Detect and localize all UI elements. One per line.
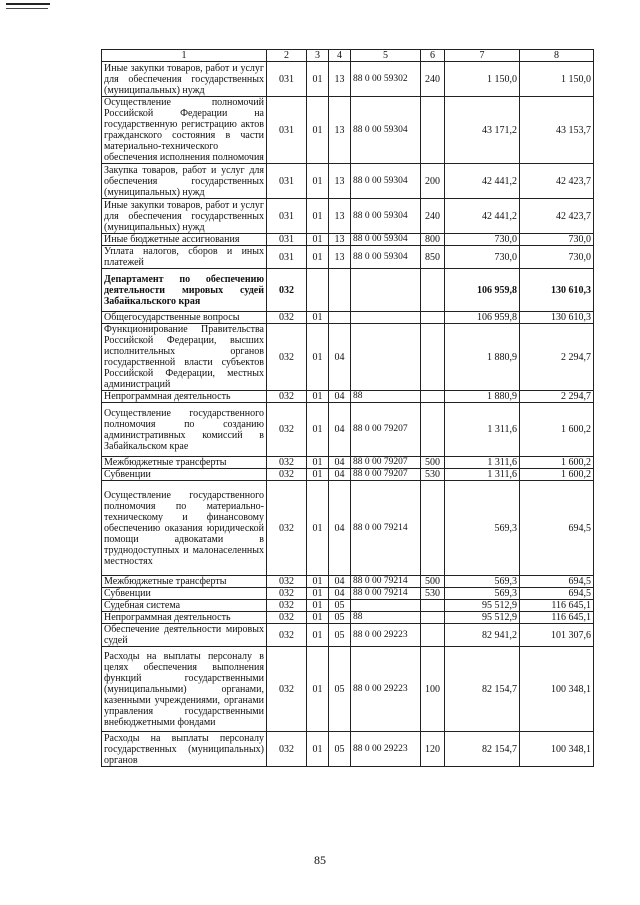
row-value-cell bbox=[421, 403, 445, 457]
row-value-cell bbox=[329, 269, 351, 312]
header-cell: 2 bbox=[267, 50, 307, 62]
table-row bbox=[102, 600, 594, 612]
row-value-cell: 130 610,3 bbox=[520, 269, 594, 312]
row-name-cell: Расходы на выплаты персоналу в целях обеспечения выполнения функций государственными (муниципальными) органами, казенными учреждениями, органами управления государственными внебюджетными фондами bbox=[102, 647, 267, 732]
row-value-cell: 530 bbox=[421, 469, 445, 481]
row-value-cell: 88 0 00 59304 bbox=[351, 246, 421, 269]
row-value-cell: 01 bbox=[307, 612, 329, 624]
row-value-cell: 500 bbox=[421, 576, 445, 588]
row-value-cell bbox=[329, 312, 351, 324]
row-value-cell: 031 bbox=[267, 246, 307, 269]
row-value-cell: 05 bbox=[329, 600, 351, 612]
table-header-row bbox=[102, 50, 594, 62]
table-row bbox=[102, 612, 594, 624]
row-value-cell: 95 512,9 bbox=[445, 612, 520, 624]
row-value-cell: 88 0 00 59304 bbox=[351, 234, 421, 246]
row-value-cell: 04 bbox=[329, 324, 351, 391]
row-name-cell: Межбюджетные трансферты bbox=[102, 576, 267, 588]
row-value-cell: 694,5 bbox=[520, 588, 594, 600]
row-value-cell: 106 959,8 bbox=[445, 269, 520, 312]
table-row bbox=[102, 403, 594, 457]
row-value-cell: 88 0 00 59304 bbox=[351, 164, 421, 199]
row-value-cell bbox=[421, 481, 445, 576]
row-value-cell bbox=[421, 324, 445, 391]
row-value-cell: 032 bbox=[267, 312, 307, 324]
row-value-cell: 04 bbox=[329, 576, 351, 588]
row-value-cell: 88 0 00 79207 bbox=[351, 457, 421, 469]
row-name-cell: Субвенции bbox=[102, 469, 267, 481]
row-value-cell: 569,3 bbox=[445, 481, 520, 576]
row-value-cell: 530 bbox=[421, 588, 445, 600]
table-row bbox=[102, 576, 594, 588]
row-value-cell: 13 bbox=[329, 234, 351, 246]
row-value-cell: 01 bbox=[307, 624, 329, 647]
row-value-cell: 13 bbox=[329, 62, 351, 97]
table-row bbox=[102, 199, 594, 234]
row-value-cell: 1 150,0 bbox=[520, 62, 594, 97]
row-value-cell: 100 348,1 bbox=[520, 732, 594, 767]
header-cell: 3 bbox=[307, 50, 329, 62]
row-value-cell: 88 0 00 59302 bbox=[351, 62, 421, 97]
row-value-cell: 031 bbox=[267, 97, 307, 164]
row-value-cell: 04 bbox=[329, 481, 351, 576]
row-value-cell: 43 171,2 bbox=[445, 97, 520, 164]
row-value-cell: 730,0 bbox=[520, 234, 594, 246]
row-value-cell: 04 bbox=[329, 457, 351, 469]
row-value-cell: 569,3 bbox=[445, 588, 520, 600]
row-value-cell: 01 bbox=[307, 481, 329, 576]
row-value-cell: 100 bbox=[421, 647, 445, 732]
row-value-cell: 032 bbox=[267, 457, 307, 469]
row-value-cell: 101 307,6 bbox=[520, 624, 594, 647]
table-row bbox=[102, 457, 594, 469]
row-value-cell: 032 bbox=[267, 481, 307, 576]
row-value-cell: 13 bbox=[329, 199, 351, 234]
table-body bbox=[102, 62, 594, 767]
row-value-cell: 01 bbox=[307, 403, 329, 457]
row-value-cell bbox=[351, 324, 421, 391]
row-value-cell: 13 bbox=[329, 164, 351, 199]
row-value-cell: 2 294,7 bbox=[520, 391, 594, 403]
row-value-cell: 01 bbox=[307, 391, 329, 403]
row-value-cell bbox=[421, 624, 445, 647]
row-value-cell: 42 441,2 bbox=[445, 164, 520, 199]
header-cell: 7 bbox=[445, 50, 520, 62]
row-name-cell: Субвенции bbox=[102, 588, 267, 600]
row-value-cell: 032 bbox=[267, 647, 307, 732]
row-name-cell: Осуществление государственного полномочия по созданию административных комиссий в Забайкальском крае bbox=[102, 403, 267, 457]
row-value-cell: 04 bbox=[329, 469, 351, 481]
row-name-cell: Осуществление государственного полномочия по материально-техническому и финансовому обеспечению оказания юридической помощи адвокатами в труднодоступных и малонаселенных местностях bbox=[102, 481, 267, 576]
row-value-cell: 032 bbox=[267, 612, 307, 624]
row-value-cell bbox=[421, 312, 445, 324]
row-value-cell: 42 441,2 bbox=[445, 199, 520, 234]
row-name-cell: Иные закупки товаров, работ и услуг для обеспечения государственных (муниципальных) нужд bbox=[102, 62, 267, 97]
row-value-cell: 01 bbox=[307, 199, 329, 234]
row-value-cell: 04 bbox=[329, 391, 351, 403]
row-value-cell: 1 600,2 bbox=[520, 403, 594, 457]
row-value-cell: 01 bbox=[307, 647, 329, 732]
page-number: 85 bbox=[314, 853, 326, 867]
row-value-cell: 1 880,9 bbox=[445, 391, 520, 403]
row-value-cell: 82 154,7 bbox=[445, 732, 520, 767]
row-value-cell: 1 600,2 bbox=[520, 457, 594, 469]
row-name-cell: Общегосударственные вопросы bbox=[102, 312, 267, 324]
row-value-cell: 032 bbox=[267, 588, 307, 600]
row-name-cell: Иные закупки товаров, работ и услуг для обеспечения государственных (муниципальных) нужд bbox=[102, 199, 267, 234]
row-value-cell: 01 bbox=[307, 234, 329, 246]
row-name-cell: Уплата налогов, сборов и иных платежей bbox=[102, 246, 267, 269]
row-value-cell: 694,5 bbox=[520, 481, 594, 576]
row-value-cell: 730,0 bbox=[445, 246, 520, 269]
row-value-cell bbox=[421, 391, 445, 403]
row-value-cell: 88 0 00 59304 bbox=[351, 199, 421, 234]
row-value-cell: 116 645,1 bbox=[520, 612, 594, 624]
row-value-cell bbox=[351, 600, 421, 612]
row-value-cell: 01 bbox=[307, 469, 329, 481]
row-value-cell: 01 bbox=[307, 62, 329, 97]
row-value-cell: 01 bbox=[307, 588, 329, 600]
row-value-cell: 01 bbox=[307, 576, 329, 588]
row-name-cell: Функционирование Правительства Российской Федерации, высших исполнительных органов государственной власти субъектов Российской Федерации, местных администраций bbox=[102, 324, 267, 391]
row-value-cell: 106 959,8 bbox=[445, 312, 520, 324]
row-value-cell: 031 bbox=[267, 62, 307, 97]
row-value-cell: 240 bbox=[421, 199, 445, 234]
row-value-cell: 82 941,2 bbox=[445, 624, 520, 647]
row-value-cell: 42 423,7 bbox=[520, 199, 594, 234]
row-value-cell: 01 bbox=[307, 600, 329, 612]
row-value-cell: 130 610,3 bbox=[520, 312, 594, 324]
table-row bbox=[102, 732, 594, 767]
row-value-cell: 730,0 bbox=[445, 234, 520, 246]
row-value-cell: 730,0 bbox=[520, 246, 594, 269]
budget-table bbox=[101, 49, 594, 767]
row-value-cell: 850 bbox=[421, 246, 445, 269]
table-row bbox=[102, 481, 594, 576]
row-value-cell: 01 bbox=[307, 97, 329, 164]
row-value-cell: 05 bbox=[329, 624, 351, 647]
row-name-cell: Осуществление полномочий Российской Федерации на государственную регистрацию актов гражданского состояния в части материально-технического обеспечения исполнения полномочия bbox=[102, 97, 267, 164]
row-value-cell bbox=[351, 312, 421, 324]
row-value-cell: 88 0 00 79214 bbox=[351, 481, 421, 576]
row-value-cell: 88 0 00 29223 bbox=[351, 624, 421, 647]
table-row bbox=[102, 62, 594, 97]
row-value-cell: 1 311,6 bbox=[445, 457, 520, 469]
row-value-cell: 88 0 00 79214 bbox=[351, 576, 421, 588]
row-value-cell bbox=[421, 612, 445, 624]
row-value-cell: 88 0 00 79207 bbox=[351, 469, 421, 481]
row-value-cell: 88 0 00 79214 bbox=[351, 588, 421, 600]
row-name-cell: Иные бюджетные ассигнования bbox=[102, 234, 267, 246]
row-value-cell: 032 bbox=[267, 324, 307, 391]
row-value-cell: 800 bbox=[421, 234, 445, 246]
row-value-cell bbox=[421, 600, 445, 612]
row-value-cell: 032 bbox=[267, 600, 307, 612]
row-value-cell: 1 311,6 bbox=[445, 469, 520, 481]
row-value-cell: 88 0 00 29223 bbox=[351, 732, 421, 767]
row-value-cell: 88 0 00 29223 bbox=[351, 647, 421, 732]
row-value-cell: 82 154,7 bbox=[445, 647, 520, 732]
row-value-cell: 13 bbox=[329, 246, 351, 269]
row-value-cell: 05 bbox=[329, 647, 351, 732]
row-value-cell bbox=[307, 269, 329, 312]
row-value-cell: 200 bbox=[421, 164, 445, 199]
row-value-cell: 031 bbox=[267, 234, 307, 246]
row-value-cell: 01 bbox=[307, 457, 329, 469]
row-value-cell: 2 294,7 bbox=[520, 324, 594, 391]
row-value-cell: 42 423,7 bbox=[520, 164, 594, 199]
row-value-cell: 500 bbox=[421, 457, 445, 469]
row-value-cell: 43 153,7 bbox=[520, 97, 594, 164]
table-row bbox=[102, 164, 594, 199]
table-row bbox=[102, 234, 594, 246]
table-row bbox=[102, 391, 594, 403]
row-value-cell: 01 bbox=[307, 164, 329, 199]
row-name-cell: Непрограммная деятельность bbox=[102, 612, 267, 624]
row-value-cell: 569,3 bbox=[445, 576, 520, 588]
row-name-cell: Судебная система bbox=[102, 600, 267, 612]
row-name-cell: Межбюджетные трансферты bbox=[102, 457, 267, 469]
row-value-cell: 032 bbox=[267, 624, 307, 647]
row-value-cell: 13 bbox=[329, 97, 351, 164]
table-row bbox=[102, 624, 594, 647]
row-value-cell: 032 bbox=[267, 576, 307, 588]
row-name-cell: Закупка товаров, работ и услуг для обеспечения государственных (муниципальных) нужд bbox=[102, 164, 267, 199]
row-value-cell: 05 bbox=[329, 732, 351, 767]
top-rule-thin bbox=[6, 8, 48, 9]
row-value-cell: 240 bbox=[421, 62, 445, 97]
row-value-cell: 1 311,6 bbox=[445, 403, 520, 457]
row-name-cell: Обеспечение деятельности мировых судей bbox=[102, 624, 267, 647]
table-row bbox=[102, 588, 594, 600]
row-value-cell: 031 bbox=[267, 164, 307, 199]
row-value-cell: 88 bbox=[351, 612, 421, 624]
row-value-cell: 120 bbox=[421, 732, 445, 767]
row-value-cell: 032 bbox=[267, 732, 307, 767]
header-cell: 4 bbox=[329, 50, 351, 62]
row-value-cell: 116 645,1 bbox=[520, 600, 594, 612]
row-value-cell bbox=[421, 269, 445, 312]
row-value-cell: 01 bbox=[307, 312, 329, 324]
row-value-cell bbox=[421, 97, 445, 164]
table-row bbox=[102, 97, 594, 164]
header-cell: 8 bbox=[520, 50, 594, 62]
row-value-cell: 04 bbox=[329, 403, 351, 457]
row-value-cell: 01 bbox=[307, 324, 329, 391]
table-row bbox=[102, 312, 594, 324]
row-value-cell: 1 600,2 bbox=[520, 469, 594, 481]
row-value-cell: 88 0 00 59304 bbox=[351, 97, 421, 164]
table-row bbox=[102, 269, 594, 312]
row-name-cell: Непрограммная деятельность bbox=[102, 391, 267, 403]
row-value-cell: 100 348,1 bbox=[520, 647, 594, 732]
row-value-cell: 05 bbox=[329, 612, 351, 624]
table-row bbox=[102, 324, 594, 391]
row-value-cell: 032 bbox=[267, 269, 307, 312]
row-name-cell: Расходы на выплаты персоналу государственных (муниципальных) органов bbox=[102, 732, 267, 767]
header-cell: 5 bbox=[351, 50, 421, 62]
table-row bbox=[102, 246, 594, 269]
row-value-cell: 694,5 bbox=[520, 576, 594, 588]
row-name-cell: Департамент по обеспечению деятельности мировых судей Забайкальского края bbox=[102, 269, 267, 312]
header-cell: 1 bbox=[102, 50, 267, 62]
row-value-cell bbox=[351, 269, 421, 312]
row-value-cell: 01 bbox=[307, 246, 329, 269]
row-value-cell: 031 bbox=[267, 199, 307, 234]
row-value-cell: 04 bbox=[329, 588, 351, 600]
table-row bbox=[102, 647, 594, 732]
table-row bbox=[102, 469, 594, 481]
row-value-cell: 032 bbox=[267, 403, 307, 457]
row-value-cell: 88 bbox=[351, 391, 421, 403]
top-rule bbox=[6, 3, 50, 5]
row-value-cell: 88 0 00 79207 bbox=[351, 403, 421, 457]
row-value-cell: 1 880,9 bbox=[445, 324, 520, 391]
row-value-cell: 032 bbox=[267, 391, 307, 403]
header-cell: 6 bbox=[421, 50, 445, 62]
row-value-cell: 01 bbox=[307, 732, 329, 767]
row-value-cell: 032 bbox=[267, 469, 307, 481]
row-value-cell: 1 150,0 bbox=[445, 62, 520, 97]
row-value-cell: 95 512,9 bbox=[445, 600, 520, 612]
